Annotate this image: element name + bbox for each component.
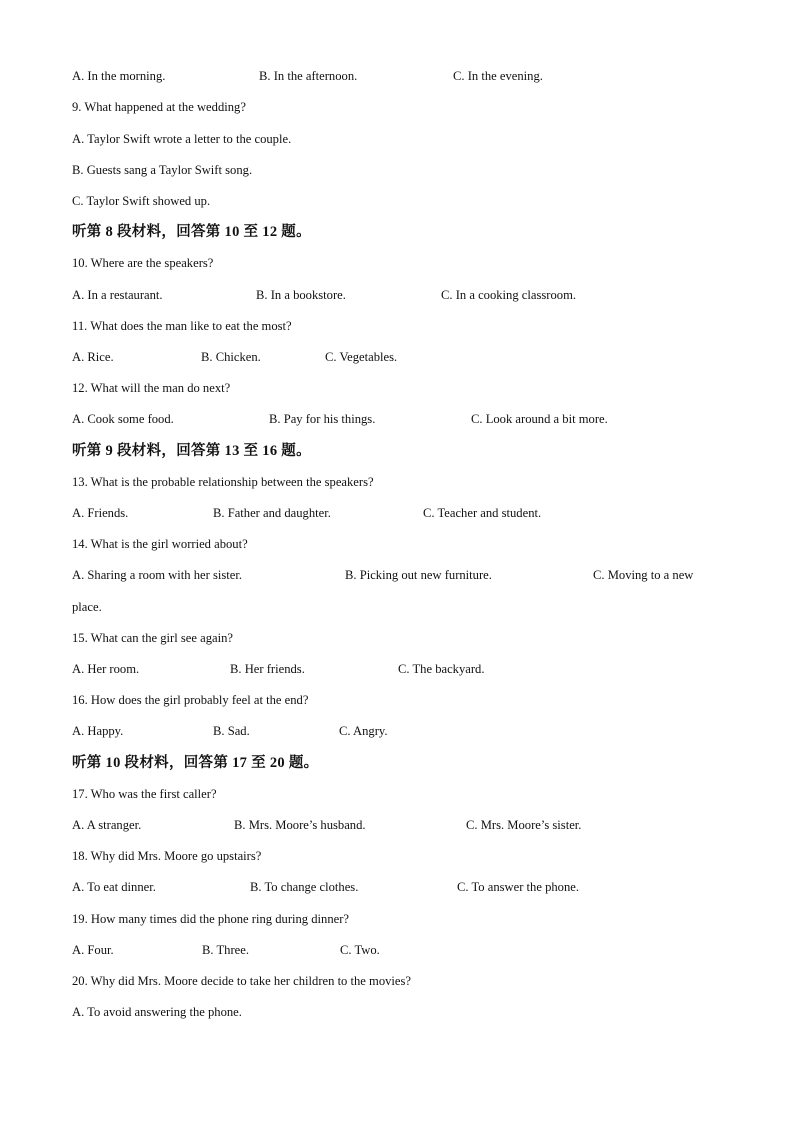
- q14-option-c-continuation: place.: [72, 600, 102, 614]
- q16-option-c: C. Angry.: [339, 724, 388, 738]
- q9-option-c: C. Taylor Swift showed up.: [72, 194, 211, 208]
- q13-option-a: A. Friends.: [72, 506, 129, 520]
- q18-option-a: A. To eat dinner.: [72, 880, 156, 894]
- q18-option-c: C. To answer the phone.: [457, 880, 580, 894]
- q9-option-a: A. Taylor Swift wrote a letter to the couple.: [72, 132, 292, 146]
- q10-question: 10. Where are the speakers?: [72, 256, 214, 270]
- q13-question: 13. What is the probable relationship between the speakers?: [72, 475, 374, 489]
- q14-option-a: A. Sharing a room with her sister.: [72, 568, 242, 582]
- q8-option-a: A. In the morning.: [72, 69, 166, 83]
- q15-option-a: A. Her room.: [72, 662, 140, 676]
- q15-option-c: C. The backyard.: [398, 662, 485, 676]
- q11-option-b: B. Chicken.: [201, 350, 261, 364]
- q16-question: 16. How does the girl probably feel at the end?: [72, 693, 309, 707]
- q19-option-c: C. Two.: [340, 943, 380, 957]
- q14-option-b: B. Picking out new furniture.: [345, 568, 492, 582]
- q11-option-c: C. Vegetables.: [325, 350, 398, 364]
- q12-question: 12. What will the man do next?: [72, 381, 231, 395]
- q14-question: 14. What is the girl worried about?: [72, 537, 248, 551]
- q19-option-a: A. Four.: [72, 943, 114, 957]
- q17-option-c: C. Mrs. Moore’s sister.: [466, 818, 582, 832]
- q17-option-b: B. Mrs. Moore’s husband.: [234, 818, 366, 832]
- q12-option-b: B. Pay for his things.: [269, 412, 376, 426]
- q14-option-c: C. Moving to a new: [593, 568, 694, 582]
- q8-option-b: B. In the afternoon.: [259, 69, 358, 83]
- q12-option-c: C. Look around a bit more.: [471, 412, 608, 426]
- q20-option-a: A. To avoid answering the phone.: [72, 1005, 242, 1019]
- q10-option-c: C. In a cooking classroom.: [441, 288, 577, 302]
- section10-header: 听第 10 段材料，回答第 17 至 20 题。: [72, 755, 319, 771]
- q15-question: 15. What can the girl see again?: [72, 631, 233, 645]
- q17-question: 17. Who was the first caller?: [72, 787, 217, 801]
- q13-option-b: B. Father and daughter.: [213, 506, 331, 520]
- q11-option-a: A. Rice.: [72, 350, 114, 364]
- section9-header: 听第 9 段材料，回答第 13 至 16 题。: [72, 443, 311, 459]
- q16-option-b: B. Sad.: [213, 724, 250, 738]
- q20-question: 20. Why did Mrs. Moore decide to take her children to the movies?: [72, 974, 412, 988]
- q8-option-c: C. In the evening.: [453, 69, 543, 83]
- q19-question: 19. How many times did the phone ring during dinner?: [72, 912, 350, 926]
- q16-option-a: A. Happy.: [72, 724, 124, 738]
- q18-option-b: B. To change clothes.: [250, 880, 359, 894]
- q12-option-a: A. Cook some food.: [72, 412, 174, 426]
- q17-option-a: A. A stranger.: [72, 818, 142, 832]
- q10-option-a: A. In a restaurant.: [72, 288, 163, 302]
- section8-header: 听第 8 段材料，回答第 10 至 12 题。: [72, 224, 311, 240]
- q13-option-c: C. Teacher and student.: [423, 506, 542, 520]
- q10-option-b: B. In a bookstore.: [256, 288, 346, 302]
- q15-option-b: B. Her friends.: [230, 662, 305, 676]
- q9-option-b: B. Guests sang a Taylor Swift song.: [72, 163, 253, 177]
- q9-question: 9. What happened at the wedding?: [72, 100, 246, 114]
- q11-question: 11. What does the man like to eat the most?: [72, 319, 292, 333]
- q18-question: 18. Why did Mrs. Moore go upstairs?: [72, 849, 262, 863]
- q19-option-b: B. Three.: [202, 943, 249, 957]
